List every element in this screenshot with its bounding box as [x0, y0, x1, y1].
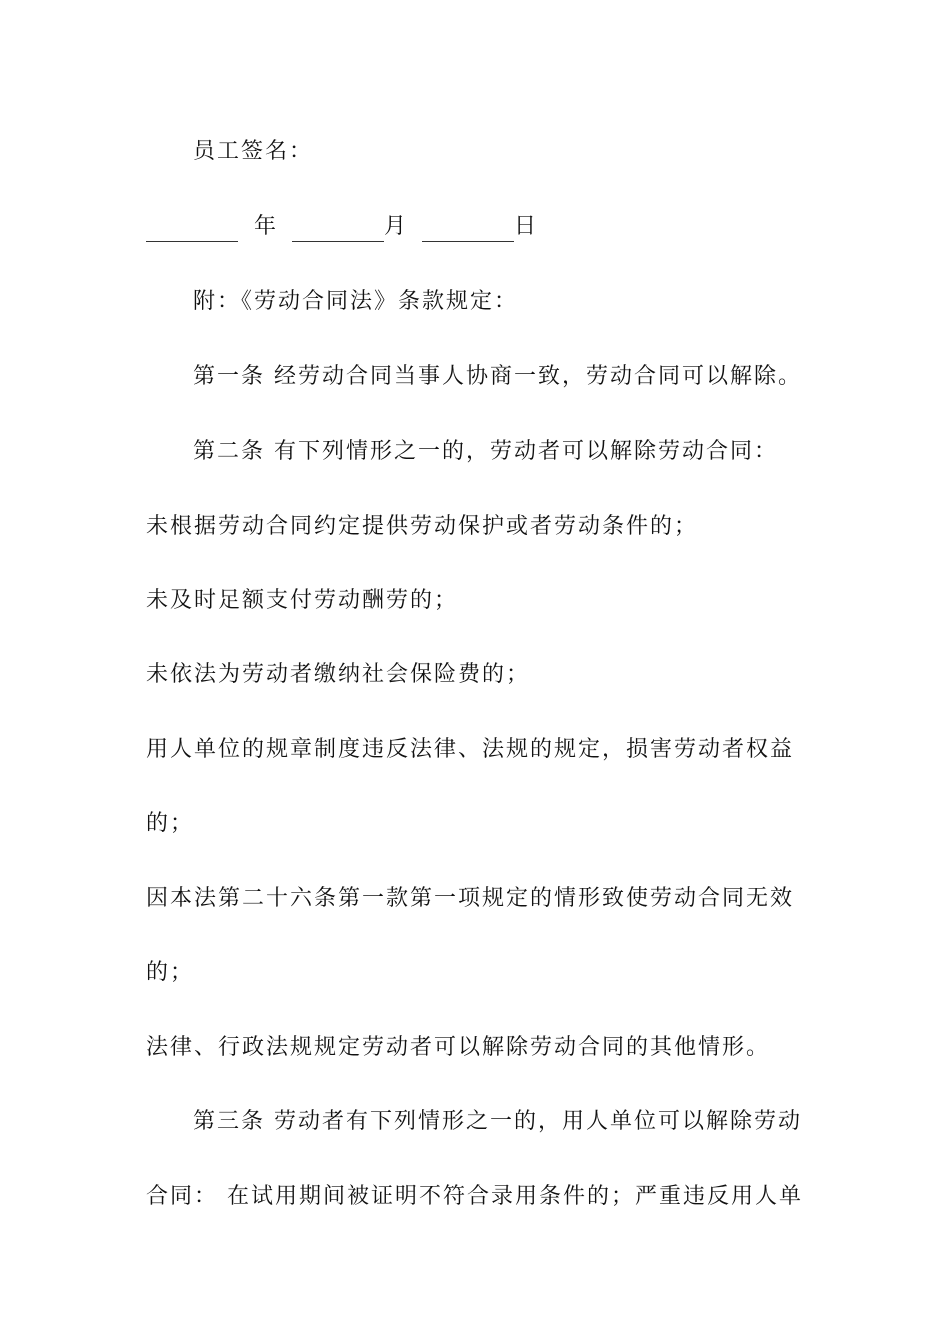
article-1: 第一条 经劳动合同当事人协商一致，劳动合同可以解除。 — [193, 364, 802, 389]
article-2-item-continuation: 的； — [146, 960, 195, 985]
day-blank — [422, 219, 514, 242]
article-2-item: 未依法为劳动者缴纳社会保险费的； — [146, 662, 531, 687]
month-label: 月 — [384, 214, 407, 239]
appendix-heading: 附：《劳动合同法》条款规定： — [193, 289, 519, 314]
article-2-item: 用人单位的规章制度违反法律、法规的规定，损害劳动者权益 — [146, 737, 795, 762]
article-2-item: 因本法第二十六条第一款第一项规定的情形致使劳动合同无效 — [146, 886, 795, 911]
article-2-item: 未及时足额支付劳动酬劳的； — [146, 588, 459, 613]
article-2-item: 未根据劳动合同约定提供劳动保护或者劳动条件的； — [146, 514, 699, 539]
year-blank — [146, 219, 238, 242]
article-3-line-1: 第三条 劳动者有下列情形之一的，用人单位可以解除劳动 — [193, 1109, 802, 1134]
signature-date-line — [146, 212, 536, 242]
day-label: 日 — [514, 214, 537, 239]
year-label: 年 — [254, 214, 277, 239]
article-3-line-2: 合同： 在试用期间被证明不符合录用条件的；严重违反用人单 — [146, 1184, 803, 1209]
article-2: 第二条 有下列情形之一的，劳动者可以解除劳动合同： — [193, 439, 778, 464]
month-blank — [292, 219, 384, 242]
article-2-item-continuation: 的； — [146, 811, 195, 836]
employee-signature-label: 员工签名： — [193, 139, 314, 164]
article-2-item: 法律、行政法规规定劳动者可以解除劳动合同的其他情形。 — [146, 1035, 771, 1060]
